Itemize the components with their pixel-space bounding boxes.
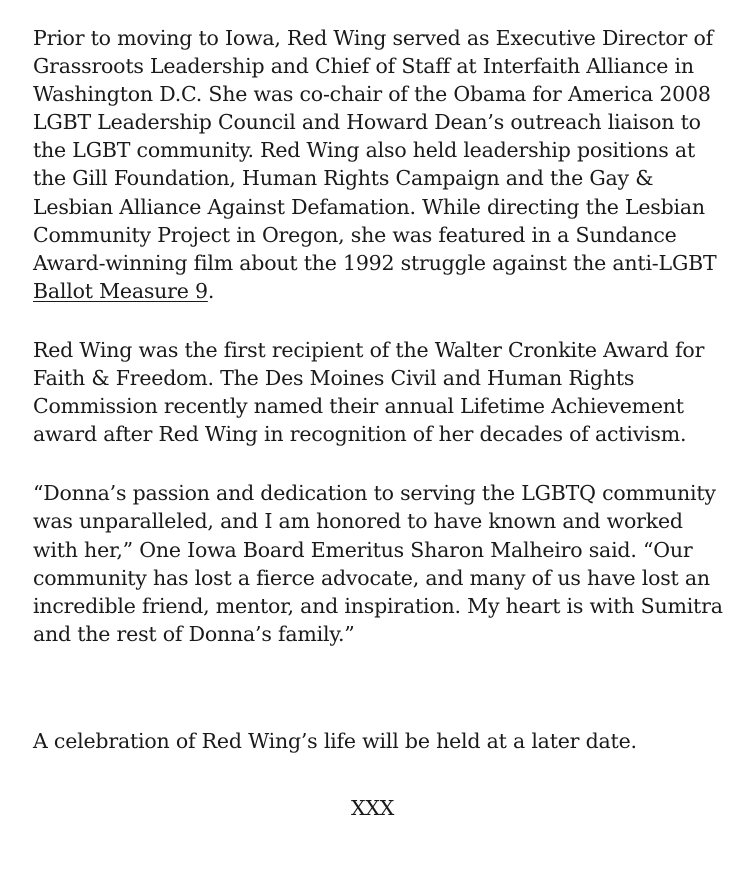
paragraph-quote: “Donna’s passion and dedication to serving the LGBTQ community was unparalleled, and I am honored to have known and worked with her,” One Iowa Board Emeritus Sharon Malheiro said. “Our community has lost a fierce advocate, and many of us have lost an incredible friend, mentor, and inspiration. My heart is with Sumitra and the rest of Donna’s family.”: [33, 481, 723, 646]
career-text-end: .: [207, 278, 215, 303]
spacer: [33, 448, 733, 479]
paragraph-awards: Red Wing was the first recipient of the Walter Cronkite Award for Faith & Freedom. The Des Moines Civil and Human Rights Commission recently named their annual Lifetime Achievement award after Red Wing in recognition of her decades of activism.: [33, 337, 705, 447]
career-text: Prior to moving to Iowa, Red Wing served as Executive Director of Grassroots Leadership and Chief of Staff at Interfaith Alliance in Washington D.C. She was co-chair of the Obama for America 2008 LGBT Leadership Council and Howard Dean’s outreach liaison to the LGBT community. Red Wing also held leadership positions at the Gill Foundation, Human Rights Campaign and the Gay & Lesbian Alliance Against Defamation. While directing the Lesbian Community Project in Oregon, she was featured in a Sundance Award-winning film about the 1992 struggle against the anti-LGBT: [33, 26, 717, 275]
paragraph-career: [33, 24, 733, 305]
spacer: [33, 648, 733, 727]
press-release-body: [33, 24, 733, 822]
paragraph-celebration: A celebration of Red Wing’s life will be held at a later date.: [33, 728, 637, 753]
end-of-release-mark: XXX: [351, 795, 395, 820]
spacer: [33, 305, 733, 336]
ballot-measure-9-link[interactable]: Ballot Measure 9: [33, 278, 208, 303]
spacer: [33, 755, 733, 794]
